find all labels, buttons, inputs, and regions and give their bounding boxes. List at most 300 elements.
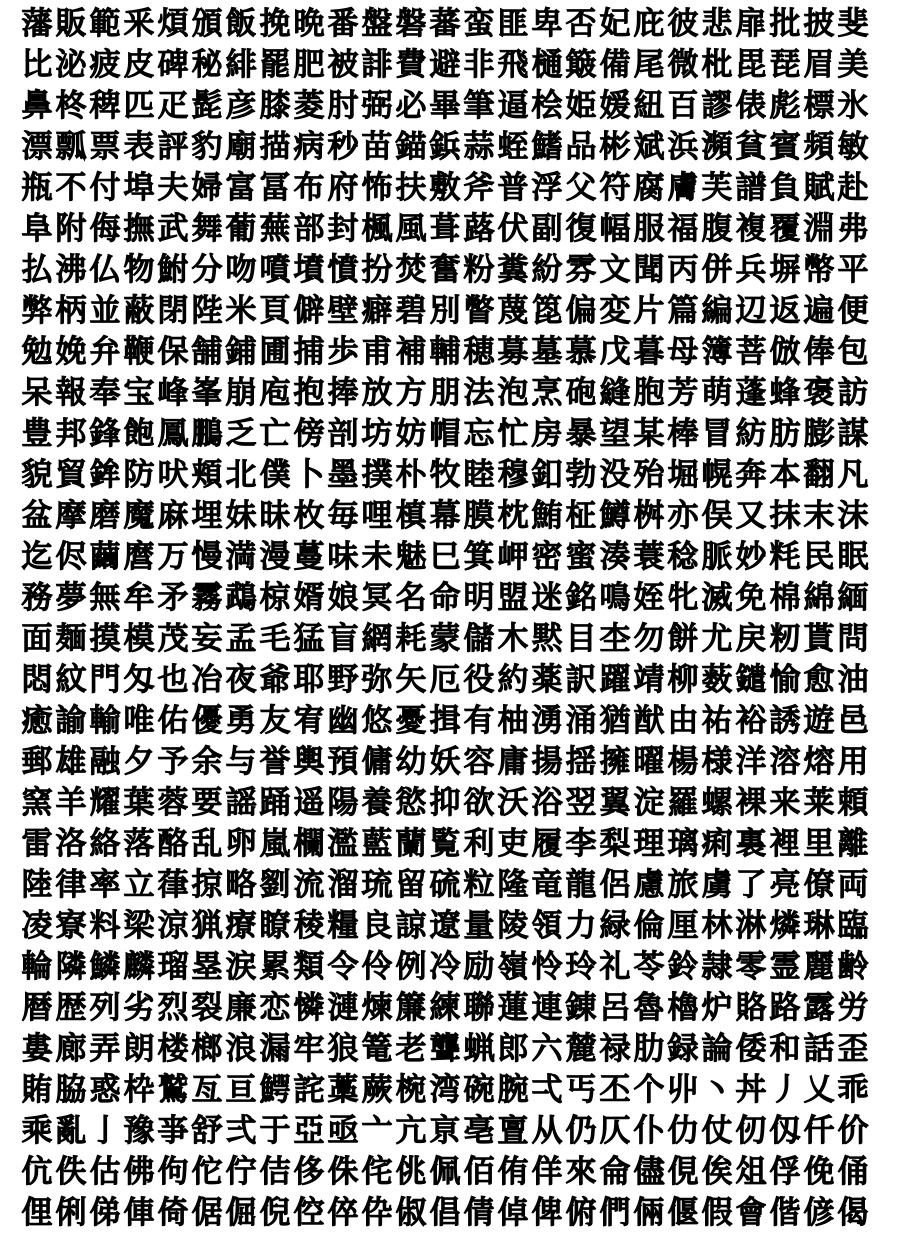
kanji-row	[0, 619, 900, 660]
kanji-glyph: 忙	[497, 416, 529, 452]
kanji-glyph: 隷	[701, 949, 733, 985]
kanji-glyph: 唯	[123, 703, 155, 739]
kanji-glyph: 柚	[497, 703, 529, 739]
kanji-glyph: 姫	[565, 88, 597, 124]
kanji-glyph: 圃	[259, 334, 291, 370]
kanji-glyph: 峯	[191, 375, 223, 411]
kanji-glyph: 歴	[55, 990, 87, 1026]
kanji-glyph: 怖	[361, 170, 393, 206]
kanji-glyph: 蒙	[429, 621, 461, 657]
kanji-glyph: 癖	[361, 293, 393, 329]
kanji-glyph: 厘	[667, 908, 699, 944]
kanji-glyph: 幣	[803, 252, 835, 288]
kanji-glyph: 耶	[293, 662, 325, 698]
kanji-glyph: 藁	[327, 1072, 359, 1108]
kanji-glyph: 利	[463, 826, 495, 862]
kanji-glyph: 槙	[395, 498, 427, 534]
kanji-glyph: 佯	[531, 1154, 563, 1190]
kanji-glyph: 比	[21, 47, 53, 83]
kanji-glyph: 畢	[429, 88, 461, 124]
kanji-glyph: 呂	[599, 990, 631, 1026]
kanji-glyph: 塁	[191, 949, 223, 985]
kanji-glyph: 没	[599, 457, 631, 493]
kanji-glyph: 崩	[225, 375, 257, 411]
kanji-row	[0, 824, 900, 865]
kanji-glyph: 踊	[259, 785, 291, 821]
kanji-row	[0, 783, 900, 824]
kanji-glyph: 吻	[225, 252, 257, 288]
kanji-glyph: 聯	[463, 990, 495, 1026]
kanji-glyph: 璃	[667, 826, 699, 862]
kanji-glyph: 覆	[769, 211, 801, 247]
kanji-glyph: 噴	[259, 252, 291, 288]
kanji-glyph: 葎	[157, 867, 189, 903]
kanji-glyph: 併	[701, 252, 733, 288]
kanji-glyph: 録	[667, 1031, 699, 1067]
kanji-glyph: 募	[497, 334, 529, 370]
kanji-glyph: 箕	[463, 539, 495, 575]
kanji-glyph: 輪	[21, 949, 53, 985]
kanji-glyph: 必	[395, 88, 427, 124]
kanji-glyph: 便	[837, 293, 869, 329]
kanji-glyph: 苓	[633, 949, 665, 985]
kanji-glyph: 不	[55, 170, 87, 206]
kanji-row	[0, 291, 900, 332]
kanji-glyph: 胞	[633, 375, 665, 411]
kanji-glyph: 慢	[191, 539, 223, 575]
kanji-glyph: 禄	[599, 1031, 631, 1067]
kanji-glyph: 裸	[735, 785, 767, 821]
kanji-glyph: 倡	[429, 1195, 461, 1231]
kanji-glyph: 陛	[191, 293, 223, 329]
kanji-glyph: 戊	[599, 334, 631, 370]
kanji-glyph: 仟	[803, 1113, 835, 1149]
kanji-glyph: 莱	[803, 785, 835, 821]
kanji-glyph: 鈴	[667, 949, 699, 985]
kanji-glyph: 鰭	[531, 129, 563, 165]
kanji-glyph: 林	[701, 908, 733, 944]
kanji-glyph: 蓑	[633, 539, 665, 575]
kanji-glyph: 俤	[89, 1195, 121, 1231]
kanji-glyph: 味	[327, 539, 359, 575]
kanji-glyph: 付	[89, 170, 121, 206]
kanji-glyph: 亮	[769, 867, 801, 903]
kanji-glyph: 佝	[157, 1154, 189, 1190]
kanji-glyph: 立	[123, 867, 155, 903]
kanji-glyph: 偃	[667, 1195, 699, 1231]
kanji-glyph: 裡	[769, 826, 801, 862]
kanji-glyph: 毛	[259, 621, 291, 657]
kanji-glyph: 俟	[701, 1154, 733, 1190]
kanji-glyph: 俣	[701, 498, 733, 534]
kanji-glyph: 曜	[633, 744, 665, 780]
kanji-glyph: 蔑	[497, 293, 529, 329]
kanji-glyph: 勃	[565, 457, 597, 493]
kanji-glyph: 膨	[803, 416, 835, 452]
kanji-glyph: 柊	[55, 88, 87, 124]
kanji-glyph: 侖	[599, 1154, 631, 1190]
kanji-glyph: 宥	[293, 703, 325, 739]
kanji-glyph: 篇	[667, 293, 699, 329]
kanji-glyph: 焚	[395, 252, 427, 288]
kanji-glyph: 蓉	[157, 785, 189, 821]
kanji-glyph: 菱	[293, 88, 325, 124]
kanji-glyph: 輸	[89, 703, 121, 739]
kanji-glyph: 弁	[89, 334, 121, 370]
kanji-glyph: 魯	[633, 990, 665, 1026]
kanji-glyph: 民	[803, 539, 835, 575]
kanji-glyph: 頁	[259, 293, 291, 329]
kanji-glyph: 仂	[667, 1113, 699, 1149]
kanji-glyph: 鉾	[89, 457, 121, 493]
kanji-glyph: 楊	[667, 744, 699, 780]
kanji-glyph: 洛	[55, 826, 87, 862]
kanji-glyph: 弍	[225, 1113, 257, 1149]
kanji-glyph: 假	[701, 1195, 733, 1231]
kanji-glyph: 婁	[21, 1031, 53, 1067]
kanji-glyph: 瀕	[701, 129, 733, 165]
kanji-glyph: 奉	[89, 375, 121, 411]
kanji-glyph: 撲	[361, 457, 393, 493]
kanji-glyph: 余	[191, 744, 223, 780]
kanji-glyph: 憤	[327, 252, 359, 288]
kanji-glyph: 恋	[259, 990, 291, 1026]
kanji-glyph: 从	[531, 1113, 563, 1149]
kanji-glyph: 優	[191, 703, 223, 739]
kanji-glyph: 和	[769, 1031, 801, 1067]
kanji-glyph: 亘	[225, 1072, 257, 1108]
kanji-glyph: 稜	[293, 908, 325, 944]
kanji-glyph: 錬	[565, 990, 597, 1026]
kanji-glyph: 倔	[225, 1195, 257, 1231]
kanji-glyph: 佻	[395, 1154, 427, 1190]
kanji-glyph: 牝	[667, 580, 699, 616]
kanji-glyph: 魅	[395, 539, 427, 575]
kanji-glyph: 磐	[395, 6, 427, 42]
kanji-glyph: 抑	[429, 785, 461, 821]
kanji-glyph: 玲	[565, 949, 597, 985]
kanji-glyph: 婦	[191, 170, 223, 206]
kanji-glyph: 留	[395, 867, 427, 903]
kanji-glyph: 閉	[157, 293, 189, 329]
kanji-glyph: 稔	[667, 539, 699, 575]
kanji-glyph: 佛	[123, 1154, 155, 1190]
kanji-glyph: 亠	[361, 1113, 393, 1149]
kanji-glyph: 麺	[55, 621, 87, 657]
kanji-glyph: 福	[667, 211, 699, 247]
kanji-glyph: 娩	[55, 334, 87, 370]
kanji-glyph: 仄	[599, 1113, 631, 1149]
kanji-row	[0, 209, 900, 250]
kanji-glyph: 彦	[225, 88, 257, 124]
kanji-glyph: 瓢	[55, 129, 87, 165]
kanji-glyph: 薬	[531, 662, 563, 698]
kanji-glyph: 例	[395, 949, 427, 985]
kanji-glyph: 斐	[837, 6, 869, 42]
kanji-glyph: 彬	[599, 129, 631, 165]
kanji-glyph: 漣	[327, 990, 359, 1026]
kanji-glyph: 舞	[191, 211, 223, 247]
kanji-glyph: 葡	[225, 211, 257, 247]
kanji-glyph: 隣	[55, 949, 87, 985]
kanji-glyph: 訳	[565, 662, 597, 698]
kanji-glyph: 遊	[803, 703, 835, 739]
kanji-glyph: 由	[667, 703, 699, 739]
kanji-glyph: 倅	[327, 1195, 359, 1231]
kanji-glyph: 謬	[701, 88, 733, 124]
kanji-glyph: 譜	[735, 170, 767, 206]
kanji-glyph: 与	[225, 744, 257, 780]
kanji-glyph: 吠	[157, 457, 189, 493]
kanji-glyph: 俵	[735, 88, 767, 124]
kanji-glyph: 縫	[599, 375, 631, 411]
kanji-glyph: 飽	[123, 416, 155, 452]
kanji-glyph: 蓬	[735, 375, 767, 411]
kanji-glyph: 蘭	[395, 826, 427, 862]
kanji-glyph: 舗	[191, 334, 223, 370]
kanji-glyph: 葺	[429, 211, 461, 247]
kanji-glyph: 品	[565, 129, 597, 165]
kanji-glyph: 龍	[565, 867, 597, 903]
kanji-glyph: 労	[837, 990, 869, 1026]
kanji-glyph: 領	[531, 908, 563, 944]
kanji-glyph: 侘	[361, 1154, 393, 1190]
kanji-glyph: 怜	[531, 949, 563, 985]
kanji-glyph: 倥	[293, 1195, 325, 1231]
kanji-glyph: 練	[429, 990, 461, 1026]
kanji-glyph: 封	[327, 211, 359, 247]
kanji-glyph: 老	[395, 1031, 427, 1067]
kanji-glyph: 呆	[21, 375, 53, 411]
kanji-glyph: 被	[327, 47, 359, 83]
kanji-glyph: 瞭	[259, 908, 291, 944]
kanji-glyph: 殆	[633, 457, 665, 493]
kanji-glyph: 廉	[225, 990, 257, 1026]
kanji-glyph: 峰	[157, 375, 189, 411]
kanji-glyph: 雷	[21, 826, 53, 862]
kanji-glyph: 販	[55, 6, 87, 42]
kanji-glyph: 迄	[21, 539, 53, 575]
kanji-glyph: 頻	[803, 129, 835, 165]
kanji-row	[0, 168, 900, 209]
kanji-glyph: 勇	[225, 703, 257, 739]
kanji-glyph: 否	[565, 6, 597, 42]
kanji-glyph: 批	[769, 6, 801, 42]
kanji-glyph: 遍	[803, 293, 835, 329]
kanji-glyph: 遼	[429, 908, 461, 944]
kanji-glyph: 預	[327, 744, 359, 780]
kanji-glyph: 訪	[837, 375, 869, 411]
kanji-glyph: 夢	[55, 580, 87, 616]
kanji-glyph: 命	[429, 580, 461, 616]
kanji-glyph: 密	[531, 539, 563, 575]
kanji-glyph: 遥	[293, 785, 325, 821]
kanji-glyph: 肘	[327, 88, 359, 124]
kanji-glyph: 風	[395, 211, 427, 247]
kanji-glyph: 淀	[633, 785, 665, 821]
kanji-glyph: 鱗	[89, 949, 121, 985]
kanji-glyph: 憂	[395, 703, 427, 739]
kanji-glyph: 弥	[361, 662, 393, 698]
kanji-glyph: 又	[735, 498, 767, 534]
kanji-glyph: 並	[89, 293, 121, 329]
kanji-glyph: 彪	[769, 88, 801, 124]
kanji-glyph: 網	[361, 621, 393, 657]
kanji-glyph: 婿	[293, 580, 325, 616]
kanji-glyph: 痢	[701, 826, 733, 862]
kanji-glyph: 冷	[429, 949, 461, 985]
kanji-glyph: 冶	[191, 662, 223, 698]
kanji-glyph: 麿	[123, 539, 155, 575]
kanji-glyph: 儲	[463, 621, 495, 657]
kanji-glyph: 爺	[259, 662, 291, 698]
kanji-glyph: 芙	[701, 170, 733, 206]
kanji-glyph: 陽	[327, 785, 359, 821]
kanji-glyph: 瑠	[157, 949, 189, 985]
kanji-glyph: 法	[463, 375, 495, 411]
kanji-glyph: 椀	[395, 1072, 427, 1108]
kanji-glyph: 弗	[837, 211, 869, 247]
kanji-glyph: 芳	[667, 375, 699, 411]
kanji-glyph: 飛	[497, 47, 529, 83]
kanji-glyph: 稗	[89, 88, 121, 124]
kanji-glyph: 盤	[361, 6, 393, 42]
kanji-glyph: 琵	[769, 47, 801, 83]
kanji-glyph: 淵	[803, 211, 835, 247]
kanji-glyph: 瞥	[463, 293, 495, 329]
kanji-glyph: 羅	[667, 785, 699, 821]
kanji-glyph: 僻	[293, 293, 325, 329]
kanji-glyph: 片	[633, 293, 665, 329]
kanji-glyph: 丶	[701, 1072, 733, 1108]
kanji-glyph: 牟	[123, 580, 155, 616]
kanji-glyph: 掠	[191, 867, 223, 903]
kanji-glyph: 俶	[395, 1195, 427, 1231]
kanji-glyph: 鵡	[225, 580, 257, 616]
kanji-glyph: 櫓	[667, 990, 699, 1026]
kanji-glyph: 浮	[531, 170, 563, 206]
kanji-glyph: 務	[21, 580, 53, 616]
kanji-glyph: 餅	[667, 621, 699, 657]
kanji-glyph: 吏	[497, 826, 529, 862]
kanji-glyph: 豹	[191, 129, 223, 165]
kanji-glyph: 倚	[157, 1195, 189, 1231]
kanji-glyph: 鮒	[157, 252, 189, 288]
kanji-glyph: 露	[803, 990, 835, 1026]
kanji-glyph: 敷	[429, 170, 461, 206]
kanji-glyph: 螺	[701, 785, 733, 821]
kanji-glyph: 齢	[837, 949, 869, 985]
kanji-glyph: 綿	[803, 580, 835, 616]
kanji-glyph: 絡	[89, 826, 121, 862]
kanji-glyph: 払	[21, 252, 53, 288]
kanji-glyph: 緬	[837, 580, 869, 616]
kanji-glyph: 桧	[531, 88, 563, 124]
kanji-glyph: 劣	[123, 990, 155, 1026]
kanji-glyph: 誘	[769, 703, 801, 739]
kanji-glyph: 紛	[531, 252, 563, 288]
kanji-glyph: 盲	[327, 621, 359, 657]
kanji-glyph: 茂	[157, 621, 189, 657]
kanji-row	[0, 455, 900, 496]
kanji-glyph: 沃	[497, 785, 529, 821]
kanji-glyph: 嵐	[259, 826, 291, 862]
kanji-glyph: 慕	[565, 334, 597, 370]
kanji-glyph: 个	[633, 1072, 665, 1108]
kanji-glyph: 辺	[735, 293, 767, 329]
kanji-glyph: 欄	[293, 826, 325, 862]
kanji-glyph: 塀	[769, 252, 801, 288]
kanji-glyph: 弄	[89, 1031, 121, 1067]
kanji-glyph: 列	[89, 990, 121, 1026]
kanji-glyph: 廟	[225, 129, 257, 165]
kanji-glyph: 緋	[225, 47, 257, 83]
kanji-glyph: 烹	[531, 375, 563, 411]
kanji-glyph: 寮	[55, 908, 87, 944]
kanji-glyph: 符	[599, 170, 631, 206]
kanji-glyph: 表	[123, 129, 155, 165]
kanji-glyph: 傭	[361, 744, 393, 780]
kanji-glyph: 倬	[497, 1195, 529, 1231]
kanji-glyph: 墳	[293, 252, 325, 288]
kanji-glyph: 倆	[633, 1195, 665, 1231]
kanji-glyph: 壁	[327, 293, 359, 329]
kanji-glyph: 溜	[327, 867, 359, 903]
kanji-glyph: 蒜	[463, 129, 495, 165]
kanji-glyph: 平	[837, 252, 869, 288]
kanji-glyph: 琉	[361, 867, 393, 903]
kanji-glyph: 筆	[463, 88, 495, 124]
kanji-glyph: 容	[463, 744, 495, 780]
kanji-glyph: 魔	[123, 498, 155, 534]
kanji-glyph: 李	[565, 826, 597, 862]
kanji-glyph: 米	[225, 293, 257, 329]
kanji-glyph: 包	[837, 334, 869, 370]
kanji-glyph: 佗	[191, 1154, 223, 1190]
kanji-glyph: 飯	[225, 6, 257, 42]
kanji-glyph: 愈	[803, 662, 835, 698]
kanji-glyph: 膜	[463, 498, 495, 534]
kanji-glyph: 豫	[123, 1113, 155, 1149]
kanji-glyph: 斧	[463, 170, 495, 206]
kanji-glyph: 翻	[803, 457, 835, 493]
kanji-glyph: 侑	[497, 1154, 529, 1190]
kanji-glyph: 牢	[293, 1031, 325, 1067]
kanji-glyph: 某	[633, 416, 665, 452]
kanji-glyph: 伜	[361, 1195, 393, 1231]
kanji-glyph: 朴	[395, 457, 427, 493]
kanji-glyph: 毘	[735, 47, 767, 83]
kanji-glyph: 乖	[837, 1072, 869, 1108]
kanji-glyph: 伉	[21, 1154, 53, 1190]
kanji-glyph: 硫	[429, 867, 461, 903]
kanji-glyph: 堀	[667, 457, 699, 493]
kanji-glyph: 貧	[735, 129, 767, 165]
kanji-glyph: 乘	[21, 1113, 53, 1149]
kanji-glyph: 門	[89, 662, 121, 698]
kanji-glyph: 藍	[361, 826, 393, 862]
kanji-glyph: 鋒	[89, 416, 121, 452]
kanji-glyph: 匹	[123, 88, 155, 124]
kanji-glyph: 鰐	[259, 1072, 291, 1108]
kanji-glyph: 庇	[633, 6, 665, 42]
kanji-glyph: 穂	[463, 334, 495, 370]
kanji-glyph: 晩	[293, 6, 325, 42]
kanji-glyph: 雄	[55, 744, 87, 780]
kanji-glyph: 仆	[633, 1113, 665, 1149]
kanji-glyph: 佶	[259, 1154, 291, 1190]
kanji-glyph: 洋	[735, 744, 767, 780]
